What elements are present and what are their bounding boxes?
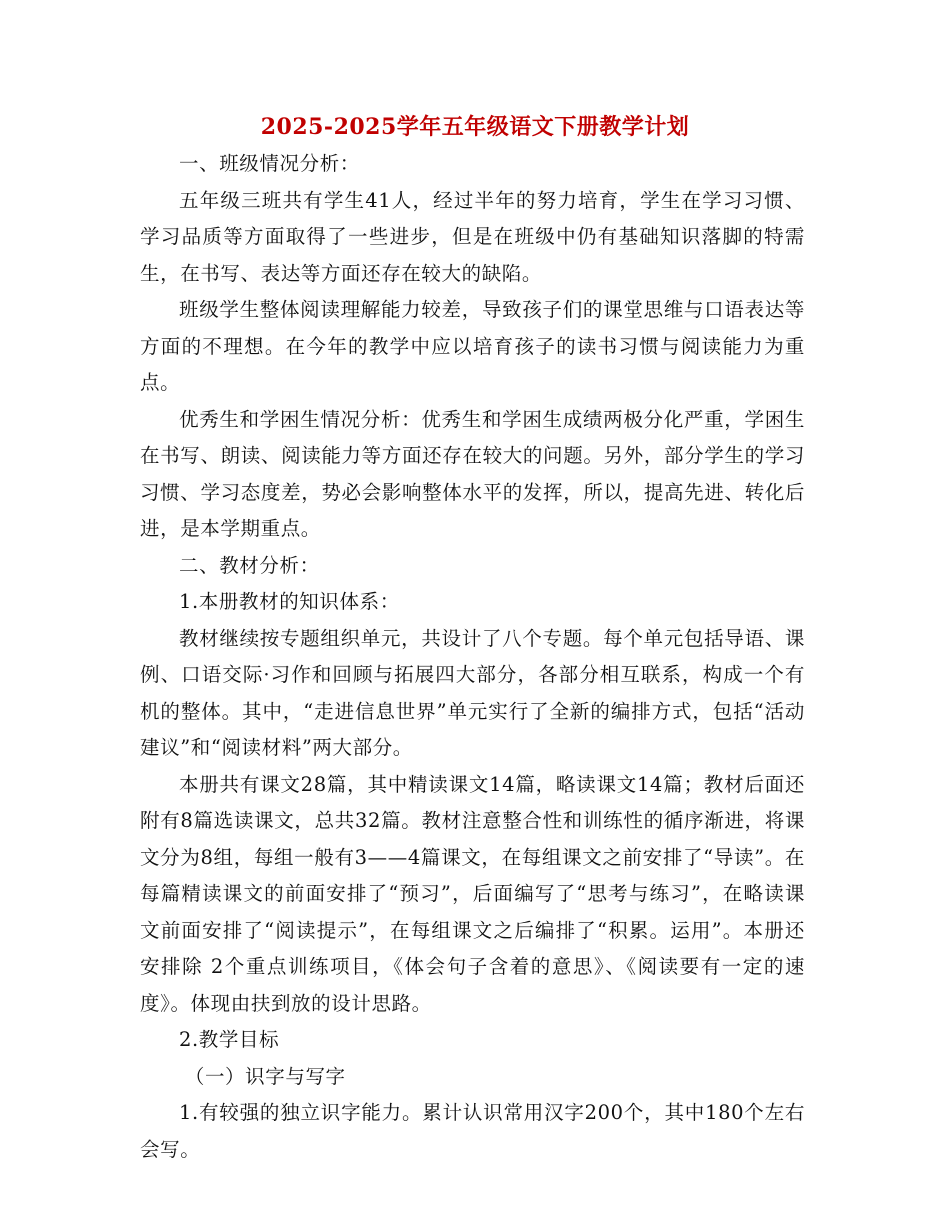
paragraph-class-overview: 五年级三班共有学生41人，经过半年的努力培育，学生在学习习惯、学习品质等方面取得了一些进步，但是在班级中仍有基础知识落脚的特需生，在书写、表达等方面还存在较大的缺陷。	[140, 188, 805, 285]
paragraph-lesson-count: 本册共有课文28篇，其中精读课文14篇，略读课文14篇；教材后面还附有8篇选读课文，总共32篇。教材注意整合性和训练性的循序渐进，将课文分为8组，每组一般有3——4篇课文，在每组课文之前安排了“导读”。在每篇精读课文的前面安排了“预习”，后面编写了“思考与练习”，在略读课文前面安排了“阅读提示”，在每组课文之后编排了“积累。运用”。本册还安排除 2个重点训练项目，《体会句子含着的意思》、《阅读要有一定的速度》。体现由扶到放的设计思路。	[140, 772, 805, 1015]
section-heading-class-analysis: 一、班级情况分析：	[179, 152, 360, 175]
section-heading-textbook-analysis: 二、教材分析：	[179, 553, 320, 577]
subheading-knowledge-system: 1.本册教材的知识体系：	[179, 590, 400, 613]
subheading-teaching-goals: 2.教学目标	[179, 1028, 280, 1051]
document-body	[140, 146, 805, 1168]
paragraph-reading-ability: 班级学生整体阅读理解能力较差，导致孩子们的课堂思维与口语表达等方面的不理想。在今年的教学中应以培育孩子的读书习惯与阅读能力为重点。	[140, 298, 805, 394]
paragraph-literacy-goal: 1.有较强的独立识字能力。累计认识常用汉字200个，其中180个左右会写。	[140, 1101, 805, 1161]
subheading-literacy-writing: （一）识字与写字	[184, 1064, 346, 1088]
paragraph-student-analysis: 优秀生和学困生情况分析：优秀生和学困生成绩两极分化严重，学困生在书写、朗读、阅读能力等方面还存在较大的问题。另外，部分学生的学习习惯、学习态度差，势必会影响整体水平的发挥，所以，提高先进、转化后进，是本学期重点。	[140, 407, 805, 540]
paragraph-textbook-structure: 教材继续按专题组织单元，共设计了八个专题。每个单元包括导语、课例、口语交际·习作和回顾与拓展四大部分，各部分相互联系，构成一个有机的整体。其中，“走进信息世界”单元实行了全新的编排方式，包括“活动建议”和“阅读材料”两大部分。	[140, 626, 805, 759]
document-title: 2025-2025学年五年级语文下册教学计划	[260, 114, 690, 140]
